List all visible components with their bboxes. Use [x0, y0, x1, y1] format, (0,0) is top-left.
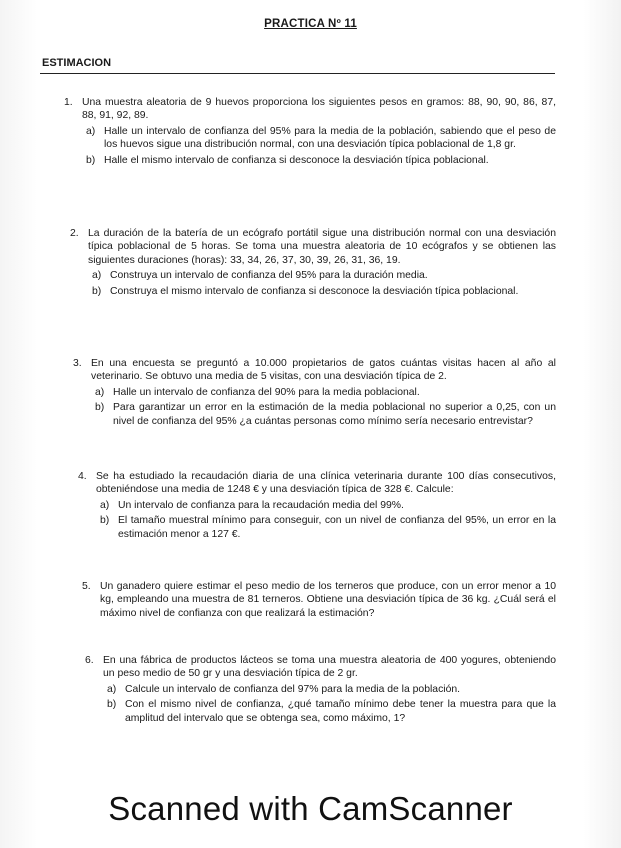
part-text: Construya el mismo intervalo de confianza si desconoce la desviación típica poblacional.	[110, 285, 519, 297]
problem-number: 5.	[82, 581, 91, 592]
problem-statement: En una encuesta se preguntó a 10.000 propietarios de gatos cuántas visitas hacen al año al veterinario. Se obtuvo una media de 5 visitas, con una desviación típica de 2.	[91, 358, 556, 383]
section-divider	[40, 73, 555, 74]
problem-2	[70, 227, 556, 298]
problem-part-b	[88, 285, 556, 298]
problem-6	[85, 654, 556, 725]
part-text: Halle el mismo intervalo de confianza si desconoce la desviación típica poblacional.	[104, 154, 489, 166]
problem-5	[82, 580, 556, 620]
part-label: b)	[100, 515, 110, 527]
problem-part-a	[91, 386, 556, 399]
problem-3	[73, 357, 556, 428]
part-label: b)	[95, 402, 105, 414]
problem-number: 1.	[64, 97, 73, 108]
part-text: Halle un intervalo de confianza del 90% para la media poblacional.	[113, 386, 420, 398]
part-label: b)	[107, 699, 117, 711]
part-text: Para garantizar un error en la estimación de la media poblacional no superior a 0,25, con un nivel de confianza del 95% ¿a cuántas personas como mínimo sería necesario entrevistar?	[113, 402, 556, 427]
problem-part-b	[82, 154, 556, 167]
problem-statement: Una muestra aleatoria de 9 huevos proporciona los siguientes pesos en gramos: 88, 90, 90, 86, 87, 88, 91, 92, 89.	[82, 97, 556, 122]
problem-number: 6.	[85, 655, 94, 666]
problem-number: 3.	[73, 358, 82, 369]
part-text: Un intervalo de confianza para la recaudación media del 99%.	[118, 499, 404, 511]
part-label: b)	[92, 285, 102, 297]
problem-1	[64, 96, 556, 167]
part-label: b)	[86, 154, 96, 166]
part-label: a)	[95, 386, 105, 398]
part-label: a)	[100, 499, 110, 511]
camscanner-watermark: Scanned with CamScanner	[108, 790, 513, 827]
problem-part-a	[103, 683, 556, 696]
page-title: PRACTICA Nº 11	[264, 18, 357, 30]
problem-part-a	[96, 499, 556, 512]
problem-part-b	[103, 698, 556, 725]
problem-statement: En una fábrica de productos lácteos se toma una muestra aleatoria de 400 yogures, obteniendo un peso medio de 50 gr y una desviación típica de 2 gr.	[103, 655, 556, 680]
part-text: Con el mismo nivel de confianza, ¿qué tamaño mínimo debe tener la muestra para que la amplitud del intervalo que se obtenga sea, como máximo, 1?	[125, 699, 556, 724]
part-label: a)	[86, 125, 96, 137]
part-text: Calcule un intervalo de confianza del 97% para la media de la población.	[125, 683, 461, 695]
problem-statement: Se ha estudiado la recaudación diaria de una clínica veterinaria durante 100 días consecutivos, obteniéndose una media de 1248 € y una desviación típica de 328 €. Calcule:	[96, 471, 556, 496]
part-text: Halle un intervalo de confianza del 95% para la media de la población, sabiendo que el peso de los huevos sigue una distribución normal, con una desviación típica poblacional de 1,8 gr.	[104, 125, 556, 151]
part-label: a)	[107, 683, 117, 695]
problem-number: 2.	[70, 228, 79, 239]
problem-part-a	[82, 125, 556, 152]
part-text: El tamaño muestral mínimo para conseguir, con un nivel de confianza del 95%, un error en la estimación menor a 127 €.	[118, 515, 556, 540]
problem-number: 4.	[78, 471, 87, 482]
part-text: Construya un intervalo de confianza del 95% para la duración media.	[110, 270, 428, 282]
problem-4	[78, 470, 556, 541]
part-label: a)	[92, 270, 102, 282]
problem-part-b	[96, 514, 556, 541]
problem-statement: Un ganadero quiere estimar el peso medio de los terneros que produce, con un error menor a 10 kg, empleando una muestra de 81 terneros. Obtiene una desviación típica de 36 kg. ¿Cuál será el máximo nivel de confianza con que realizará la estimación?	[100, 581, 556, 619]
problem-part-b	[91, 401, 556, 428]
problem-statement: La duración de la batería de un ecógrafo portátil sigue una distribución normal con una desviación típica poblacional de 5 horas. Se toma una muestra aleatoria de 10 ecógrafos y se obtienen las siguientes duraciones (horas): 33, 34, 26, 37, 30, 39, 26, 31, 36, 19.	[88, 228, 556, 266]
problem-part-a	[88, 269, 556, 282]
section-heading: ESTIMACION	[42, 57, 112, 69]
